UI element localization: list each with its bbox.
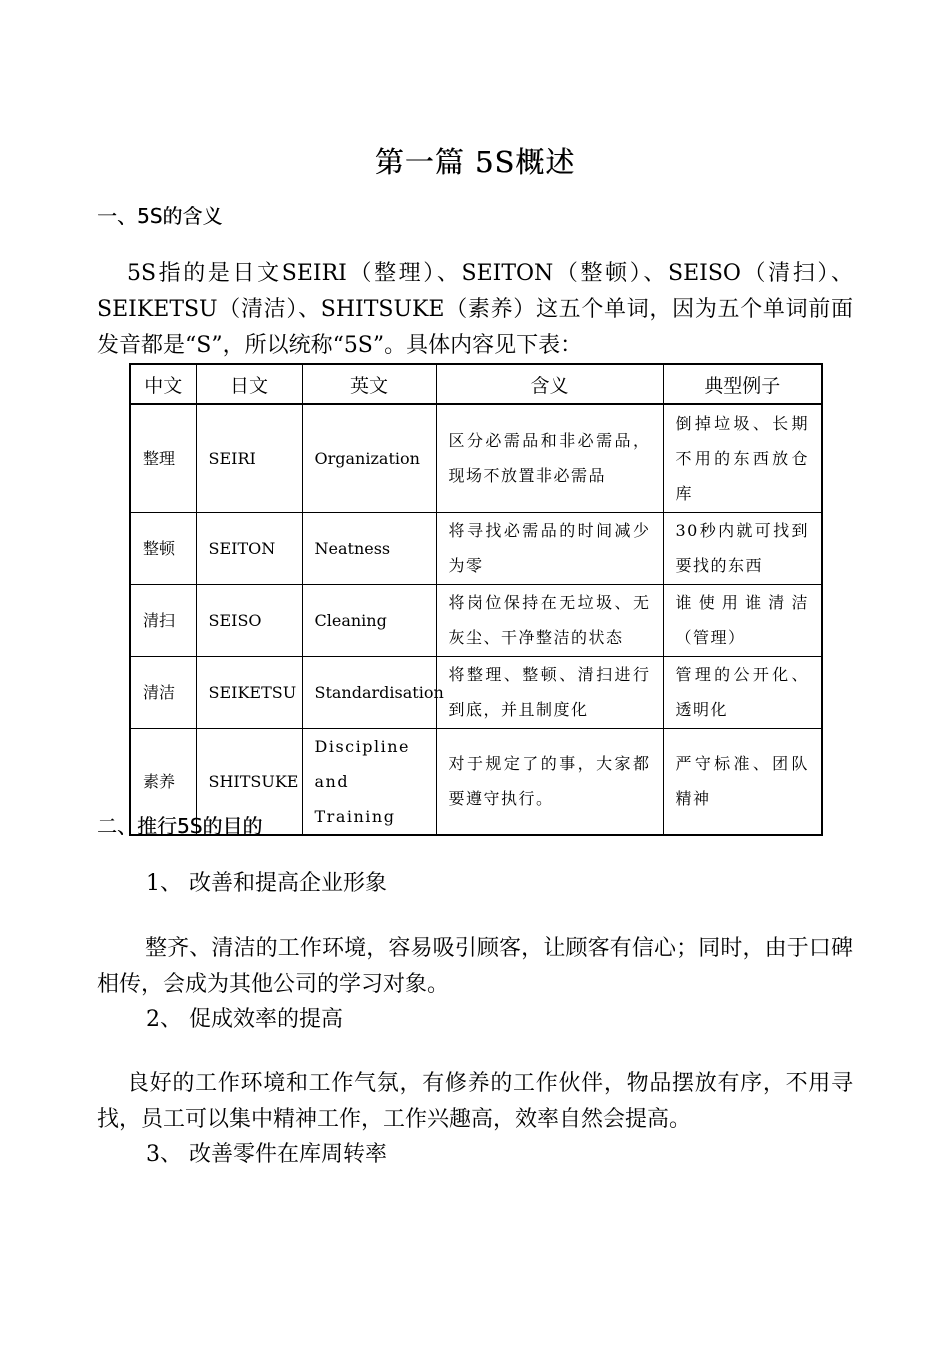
cell-meaning: 将寻找必需品的时间减少为零 [436,512,663,584]
table-row [130,512,822,584]
cell-japanese: SEISO [196,584,302,656]
page-title: 第一篇 5S概述 [374,145,576,179]
intro-paragraph: 5S指的是日文SEIRI（整理）、SEITON（整顿）、SEISO（清扫）、SEIKETSU（清洁）、SHITSUKE（素养）这五个单词，因为五个单词前面发音都是“S”，所以统称“5S”。具体内容见下表： [97,261,853,358]
cell-example: 倒掉垃圾、长期不用的东西放仓库 [663,404,822,512]
cell-chinese: 清洁 [130,656,196,728]
cell-chinese: 素养 [130,728,196,835]
purpose-item-label-2: 2、 促成效率的提高 [146,1007,343,1032]
cell-meaning: 将岗位保持在无垃圾、无灰尘、干净整洁的状态 [436,584,663,656]
purpose-item-label-1: 1、 改善和提高企业形象 [146,871,387,896]
cell-english: Neatness [302,512,436,584]
col-header-japanese: 日文 [196,364,302,404]
cell-japanese: SHITSUKE [196,728,302,835]
cell-meaning: 将整理、整顿、清扫进行到底，并且制度化 [436,656,663,728]
purpose-item-text-1: 整齐、清洁的工作环境，容易吸引顾客，让顾客有信心；同时，由于口碑相传，会成为其他公司的学习对象。 [97,936,853,997]
table-header-row [130,364,822,404]
cell-example: 谁使用谁清洁（管理） [663,584,822,656]
cell-example: 严守标准、团队精神 [663,728,822,835]
purpose-item-text-2: 良好的工作环境和工作气氛，有修养的工作伙伴，物品摆放有序，不用寻找，员工可以集中精神工作，工作兴趣高，效率自然会提高。 [97,1071,853,1132]
cell-chinese: 整理 [130,404,196,512]
cell-english: Cleaning [302,584,436,656]
cell-meaning: 对于规定了的事，大家都要遵守执行。 [436,728,663,835]
cell-english: Organization [302,404,436,512]
col-header-example: 典型例子 [663,364,822,404]
cell-example: 30秒内就可找到要找的东西 [663,512,822,584]
section-heading-meaning: 一、5S的含义 [97,204,223,228]
cell-chinese: 清扫 [130,584,196,656]
table-row [130,656,822,728]
table-row [130,404,822,512]
cell-english: Standardisation [302,656,436,728]
purpose-item-label-3: 3、 改善零件在库周转率 [146,1142,387,1167]
cell-japanese: SEITON [196,512,302,584]
cell-english: Discipline and Training [302,728,436,835]
col-header-chinese: 中文 [130,364,196,404]
5s-table [129,363,823,836]
cell-chinese: 整顿 [130,512,196,584]
col-header-meaning: 含义 [436,364,663,404]
cell-meaning: 区分必需品和非必需品，现场不放置非必需品 [436,404,663,512]
table-row [130,584,822,656]
cell-japanese: SEIRI [196,404,302,512]
cell-example: 管理的公开化、透明化 [663,656,822,728]
cell-japanese: SEIKETSU [196,656,302,728]
col-header-english: 英文 [302,364,436,404]
section-heading-purpose: 二、推行5S的目的 [97,814,263,838]
